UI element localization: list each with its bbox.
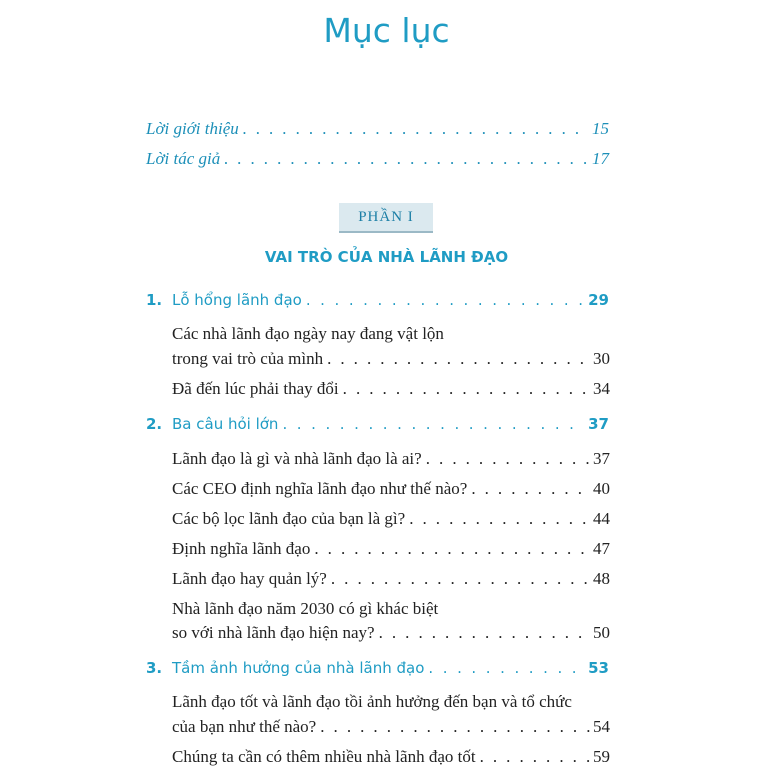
- dot-leader: [428, 659, 585, 677]
- dot-leader: [306, 291, 585, 309]
- chapter-title: Tầm ảnh hưởng của nhà lãnh đạo: [172, 659, 425, 677]
- chapter-number: 1.: [146, 291, 163, 309]
- dot-leader: [320, 717, 590, 737]
- section-page: 48: [593, 569, 610, 588]
- dot-leader: [409, 509, 590, 529]
- section-title: Chúng ta cần có thêm nhiều nhà lãnh đạo tốt: [172, 747, 476, 766]
- toc-section[interactable]: [172, 747, 610, 767]
- section-page: 30: [593, 349, 610, 368]
- section-page: 40: [593, 479, 610, 498]
- part-title: VAI TRÒ CỦA NHÀ LÃNH ĐẠO: [264, 248, 509, 266]
- section-page: 54: [593, 717, 610, 736]
- chapter-page: 53: [588, 659, 609, 677]
- chapter-number: 3.: [146, 659, 163, 677]
- toc-section[interactable]: [172, 379, 610, 399]
- toc-section[interactable]: [172, 349, 610, 369]
- dot-leader: [243, 119, 589, 139]
- toc-section[interactable]: [172, 569, 610, 589]
- dot-leader: [327, 349, 590, 369]
- toc-section-first-line: Các nhà lãnh đạo ngày nay đang vật lộn: [172, 324, 444, 343]
- toc-section[interactable]: [172, 623, 610, 643]
- dot-leader: [282, 415, 585, 433]
- chapter-number: 2.: [146, 415, 163, 433]
- section-title: Định nghĩa lãnh đạo: [172, 539, 311, 558]
- toc-section[interactable]: [172, 479, 610, 499]
- section-title: của bạn như thế nào?: [172, 717, 317, 736]
- section-title: Lãnh đạo hay quản lý?: [172, 569, 327, 588]
- toc-entry-author-note[interactable]: [146, 149, 609, 169]
- section-title: trong vai trò của mình: [172, 349, 324, 368]
- toc-section[interactable]: [172, 449, 610, 469]
- toc-chapter-3[interactable]: [146, 659, 609, 677]
- toc-chapter-2[interactable]: [146, 415, 609, 433]
- toc-section-first-line: Nhà lãnh đạo năm 2030 có gì khác biệt: [172, 599, 439, 618]
- section-page: 50: [593, 623, 610, 642]
- dot-leader: [343, 379, 590, 399]
- toc-entry-title: Lời giới thiệu: [146, 119, 239, 138]
- dot-leader: [480, 747, 590, 767]
- chapter-page: 37: [588, 415, 609, 433]
- toc-section-first-line: Lãnh đạo tốt và lãnh đạo tồi ảnh hưởng đến bạn và tổ chức: [172, 692, 572, 711]
- section-title: Các bộ lọc lãnh đạo của bạn là gì?: [172, 509, 406, 528]
- section-page: 34: [593, 379, 610, 398]
- section-page: 47: [593, 539, 610, 558]
- toc-entry-page: 17: [592, 149, 609, 168]
- section-page: 37: [593, 449, 610, 468]
- dot-leader: [426, 449, 590, 469]
- page-title: Mục lục: [323, 11, 450, 50]
- toc-chapter-1[interactable]: [146, 291, 609, 309]
- dot-leader: [331, 569, 590, 589]
- toc-entry-page: 15: [592, 119, 609, 138]
- toc-section[interactable]: [172, 509, 610, 529]
- chapter-page: 29: [588, 291, 609, 309]
- dot-leader: [471, 479, 590, 499]
- section-page: 44: [593, 509, 610, 528]
- toc-entry-intro[interactable]: [146, 119, 609, 139]
- part-label: PHẦN I: [339, 203, 433, 233]
- chapter-title: Lỗ hổng lãnh đạo: [172, 291, 302, 309]
- dot-leader: [314, 539, 590, 559]
- chapter-title: Ba câu hỏi lớn: [172, 415, 279, 433]
- dot-leader: [224, 149, 589, 169]
- toc-entry-title: Lời tác giả: [146, 149, 221, 168]
- dot-leader: [379, 623, 590, 643]
- section-page: 59: [593, 747, 610, 766]
- section-title: Đã đến lúc phải thay đổi: [172, 379, 339, 398]
- section-title: Lãnh đạo là gì và nhà lãnh đạo là ai?: [172, 449, 422, 468]
- section-title: so với nhà lãnh đạo hiện nay?: [172, 623, 375, 642]
- toc-section[interactable]: [172, 717, 610, 737]
- section-title: Các CEO định nghĩa lãnh đạo như thế nào?: [172, 479, 468, 498]
- toc-section[interactable]: [172, 539, 610, 559]
